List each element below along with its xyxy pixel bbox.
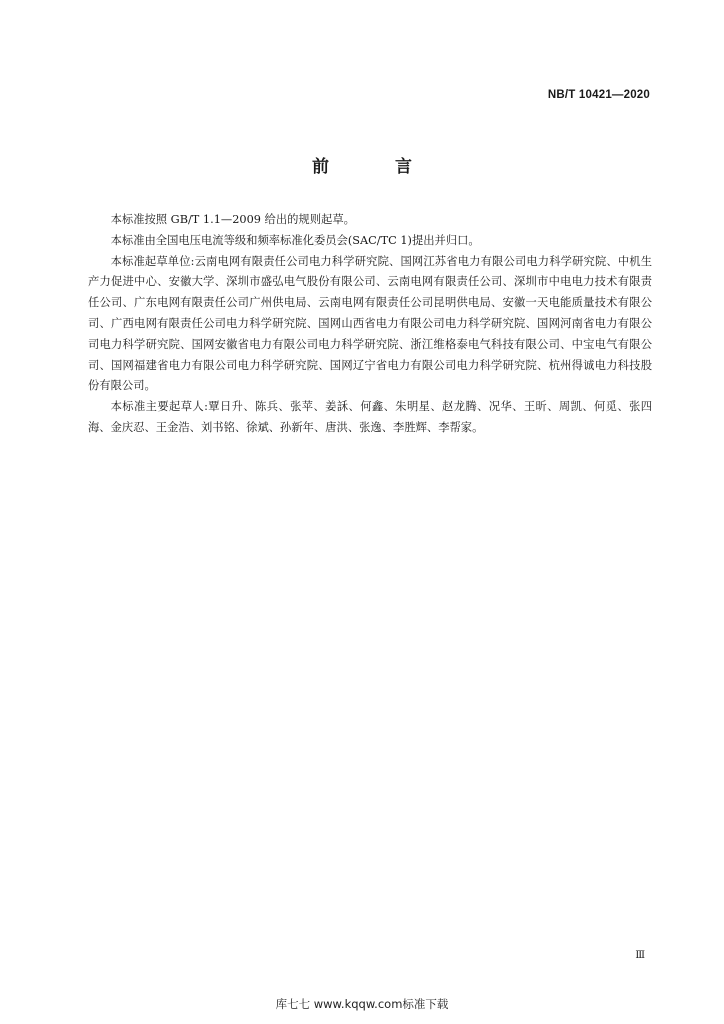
paragraph-drafters: 本标准主要起草人:覃日升、陈兵、张苹、姜訸、何鑫、朱明星、赵龙腾、况华、王昕、周凯、何觅、张四海、金庆忍、王金浩、刘书铭、徐斌、孙新年、唐洪、张逸、李胜辉、李帮家。 <box>88 400 652 434</box>
standard-number: NB/T 10421—2020 <box>547 89 650 101</box>
paragraph-drafting-units: 本标准起草单位:云南电网有限责任公司电力科学研究院、国网江苏省电力有限公司电力科学研究院、中机生产力促进中心、安徽大学、深圳市盛弘电气股份有限公司、云南电网有限责任公司、深圳市中电电力技术有限责任公司、广东电网有限责任公司广州供电局、云南电网有限责任公司昆明供电局、安徽一天电能质量技术有限公司、广西电网有限责任公司电力科学研究院、国网山西省电力有限公司电力科学研究院、国网河南省电力有限公司电力科学研究院、国网安徽省电力有限公司电力科学研究院、浙江维格泰电气科技有限公司、中宝电气有限公司、国网福建省电力有限公司电力科学研究院、国网辽宁省电力有限公司电力科学研究院、杭州得诚电力科技股份有限公司。 <box>88 254 652 393</box>
paragraph-drafting-rules: 本标准按照 GB/T 1.1—2009 给出的规则起草。 <box>110 213 355 226</box>
page-title: 前 言 <box>312 157 442 177</box>
paragraph-proposer: 本标准由全国电压电流等级和频率标准化委员会(SAC/TC 1)提出并归口。 <box>110 233 480 247</box>
document-body <box>88 210 652 439</box>
footer-watermark: 库七七 www.kqqw.com标准下载 <box>275 997 449 1011</box>
page-number: Ⅲ <box>635 950 644 961</box>
